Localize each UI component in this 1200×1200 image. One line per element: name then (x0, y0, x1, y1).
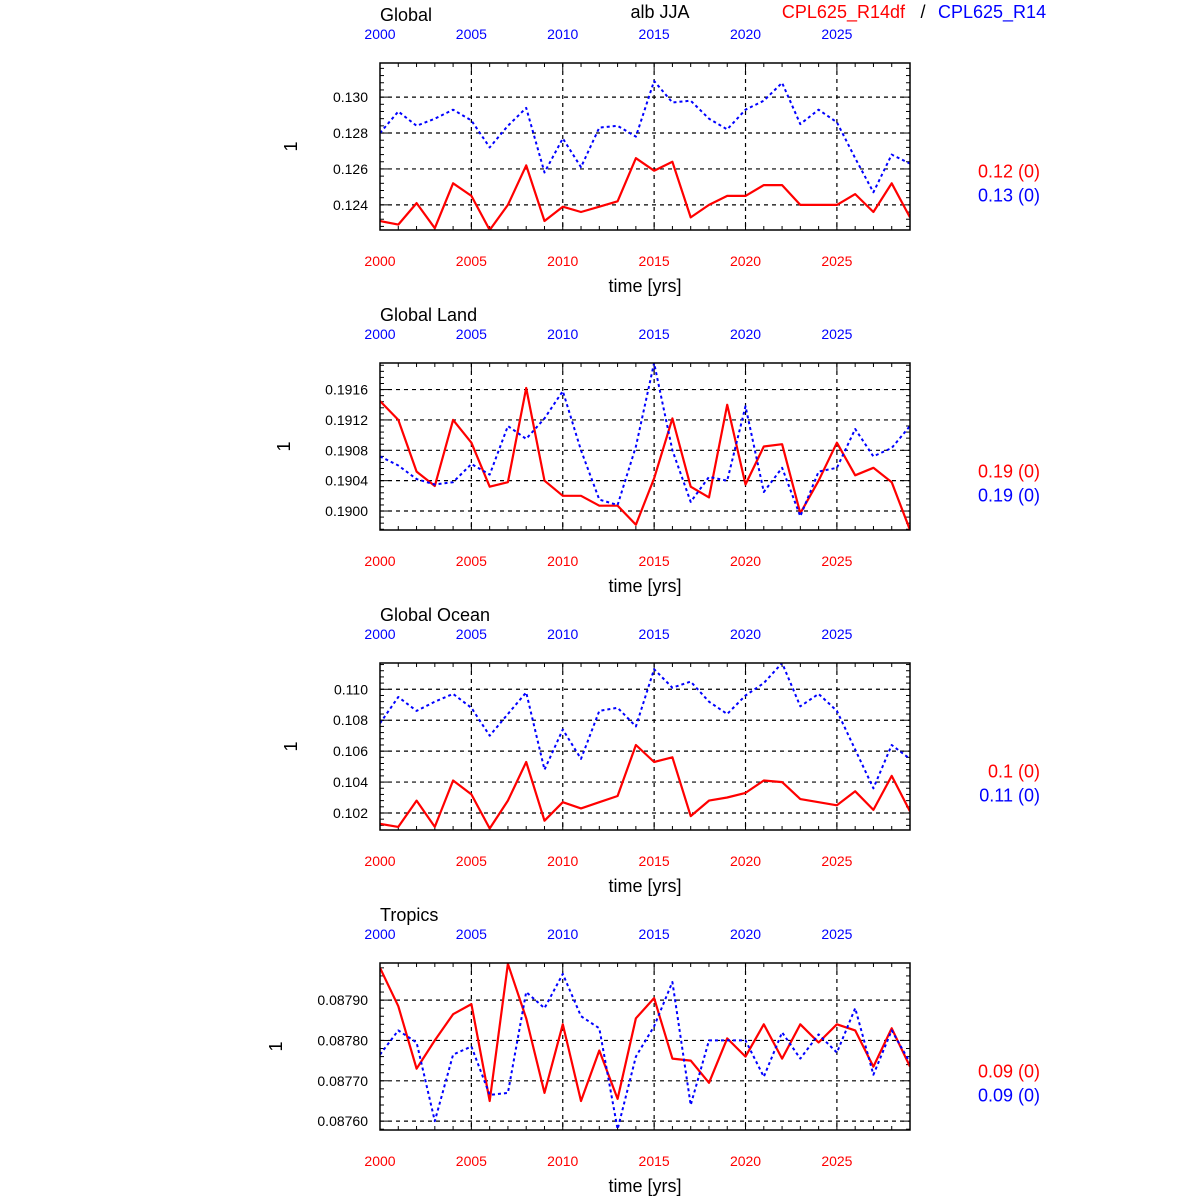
x-tick-label-top: 2000 (364, 626, 396, 642)
x-tick-label-bottom: 2020 (729, 1153, 762, 1169)
y-tick-label: 0.1916 (325, 381, 368, 398)
legend-blue-label: CPL625_R14 (938, 2, 1047, 22)
x-tick-label-bottom: 2000 (364, 1153, 396, 1169)
panel-title: Global Ocean (380, 605, 491, 625)
x-tick-label-top: 2005 (455, 26, 487, 42)
x-tick-label-bottom: 2005 (455, 553, 487, 569)
x-tick-label-top: 2010 (547, 626, 579, 642)
x-tick-label-bottom: 2025 (821, 553, 853, 569)
x-tick-label-top: 2020 (729, 926, 762, 942)
y-tick-label: 0.130 (332, 89, 368, 106)
y-tick-label: 0.08790 (317, 992, 368, 1009)
x-tick-label-top: 2015 (638, 26, 670, 42)
mean-annotation: 0.09 (0) (977, 1061, 1040, 1082)
y-axis-label: 1 (281, 741, 301, 752)
y-tick-label: 0.124 (332, 196, 368, 213)
x-tick-label-bottom: 2005 (455, 853, 487, 869)
x-tick-label-bottom: 2005 (455, 1153, 487, 1169)
x-axis-label: time [yrs] (608, 576, 682, 596)
mean-annotation: 0.11 (0) (979, 785, 1040, 806)
x-tick-label-bottom: 2010 (547, 1153, 579, 1169)
y-axis-label: 1 (281, 141, 301, 152)
x-tick-label-bottom: 2020 (729, 853, 762, 869)
x-tick-label-top: 2015 (638, 926, 670, 942)
x-tick-label-top: 2020 (729, 326, 762, 342)
x-tick-label-bottom: 2010 (547, 553, 579, 569)
x-tick-label-top: 2005 (455, 626, 487, 642)
panel-title: Global (380, 5, 433, 25)
y-tick-label: 0.1908 (325, 442, 368, 459)
x-tick-label-bottom: 2025 (821, 1153, 853, 1169)
x-tick-label-top: 2010 (547, 26, 579, 42)
x-tick-label-top: 2025 (821, 326, 853, 342)
x-tick-label-bottom: 2020 (729, 253, 762, 269)
x-tick-label-bottom: 2000 (364, 853, 396, 869)
x-tick-label-bottom: 2010 (547, 853, 579, 869)
x-axis-label: time [yrs] (608, 1176, 682, 1196)
mean-annotation: 0.19 (0) (977, 485, 1040, 506)
y-tick-label: 0.126 (332, 160, 368, 177)
y-tick-label: 0.08780 (317, 1032, 368, 1049)
x-tick-label-top: 2025 (821, 626, 853, 642)
mean-annotation: 0.19 (0) (977, 461, 1040, 482)
x-tick-label-bottom: 2015 (638, 553, 670, 569)
y-axis-label: 1 (274, 441, 294, 452)
y-tick-label: 0.1904 (325, 472, 368, 489)
x-tick-label-top: 2010 (547, 926, 579, 942)
y-tick-label: 0.1900 (325, 503, 368, 520)
x-tick-label-bottom: 2015 (638, 253, 670, 269)
mean-annotation: 0.1 (0) (987, 761, 1040, 782)
x-tick-label-bottom: 2025 (821, 253, 853, 269)
x-tick-label-top: 2010 (547, 326, 579, 342)
y-tick-label: 0.1912 (325, 411, 368, 428)
x-tick-label-top: 2005 (455, 926, 487, 942)
x-tick-label-bottom: 2000 (364, 553, 396, 569)
y-tick-label: 0.108 (332, 712, 368, 729)
x-axis-label: time [yrs] (608, 276, 682, 296)
x-tick-label-top: 2020 (729, 626, 762, 642)
x-tick-label-bottom: 2005 (455, 253, 487, 269)
y-tick-label: 0.110 (334, 681, 368, 698)
panel-title: Tropics (380, 905, 439, 925)
y-tick-label: 0.106 (332, 743, 368, 760)
y-tick-label: 0.128 (332, 125, 368, 142)
mean-annotation: 0.09 (0) (977, 1085, 1040, 1106)
x-tick-label-top: 2000 (364, 26, 396, 42)
legend-red-label: CPL625_R14df (781, 2, 905, 22)
x-tick-label-bottom: 2015 (638, 1153, 670, 1169)
mean-annotation: 0.12 (0) (977, 161, 1040, 182)
y-tick-label: 0.102 (332, 804, 368, 821)
x-tick-label-top: 2005 (455, 326, 487, 342)
x-tick-label-top: 2000 (364, 326, 396, 342)
x-tick-label-top: 2015 (638, 326, 670, 342)
panel-title: Global Land (380, 305, 478, 325)
x-tick-label-bottom: 2025 (821, 853, 853, 869)
x-axis-label: time [yrs] (608, 876, 682, 896)
legend-separator: / (920, 2, 926, 22)
y-tick-label: 0.08760 (317, 1113, 368, 1130)
x-tick-label-bottom: 2015 (638, 853, 670, 869)
x-tick-label-top: 2025 (821, 26, 853, 42)
y-tick-label: 0.08770 (317, 1072, 368, 1089)
x-tick-label-top: 2000 (364, 926, 396, 942)
x-tick-label-top: 2025 (821, 926, 853, 942)
mean-annotation: 0.13 (0) (977, 185, 1040, 206)
x-tick-label-bottom: 2000 (364, 253, 396, 269)
y-axis-label: 1 (266, 1041, 286, 1052)
x-tick-label-top: 2020 (729, 26, 762, 42)
y-tick-label: 0.104 (332, 774, 368, 791)
x-tick-label-top: 2015 (638, 626, 670, 642)
x-tick-label-bottom: 2010 (547, 253, 579, 269)
variable-title: alb JJA (630, 2, 690, 22)
x-tick-label-bottom: 2020 (729, 553, 762, 569)
